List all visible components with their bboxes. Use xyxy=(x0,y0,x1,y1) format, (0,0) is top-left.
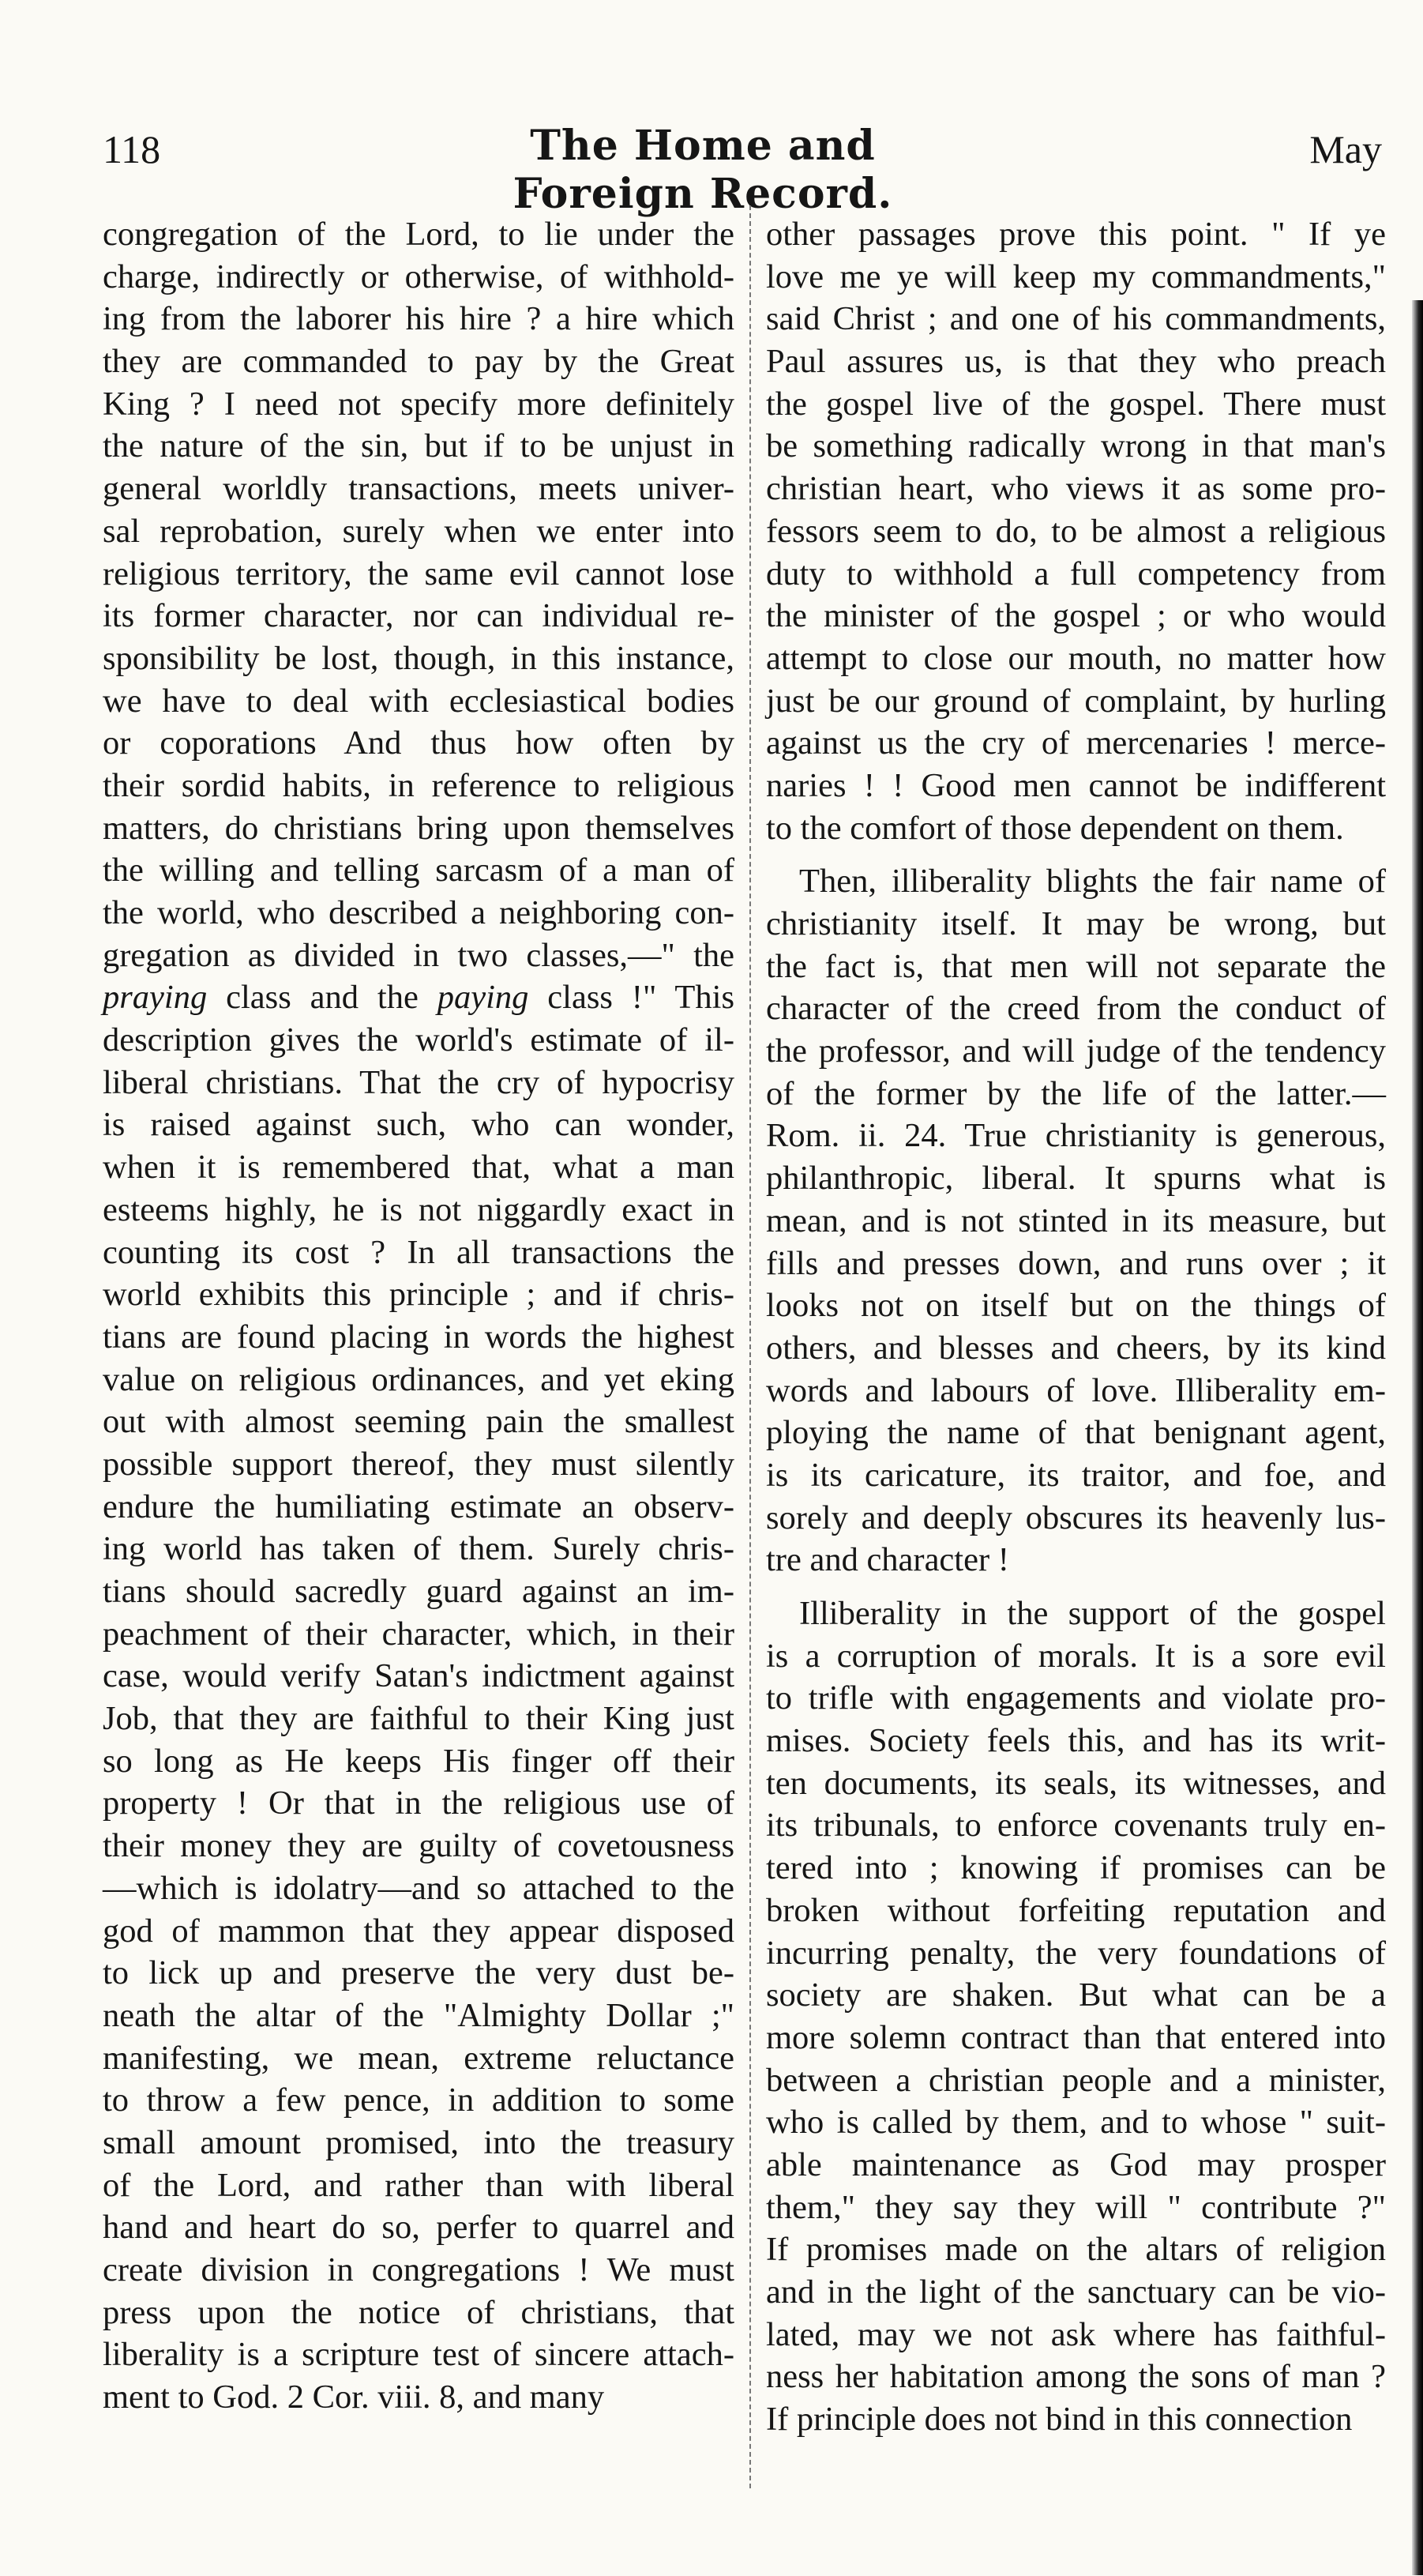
text-line: able maintenance as God may prosper xyxy=(766,2145,1386,2183)
text-line: peachment of their character, which, in their xyxy=(103,1615,734,1653)
text-line: Then, illiberality blights the fair name of xyxy=(799,863,1386,901)
page-number: 118 xyxy=(103,127,161,171)
text-line: against us the cry of mercenaries ! merce- xyxy=(766,724,1386,762)
text-line: just be our ground of complaint, by hurling xyxy=(766,682,1386,720)
text-line: its former character, nor can individual re- xyxy=(103,597,734,635)
text-line: case, would verify Satan's indictment against xyxy=(103,1657,734,1695)
paragraph-gap xyxy=(766,849,1386,860)
text-line: other passages prove this point. " If ye xyxy=(766,216,1386,253)
text-line: world exhibits this principle ; and if chris- xyxy=(103,1276,734,1314)
text-line: out with almost seeming pain the smallest xyxy=(103,1403,734,1441)
text-line: the minister of the gospel ; or who would xyxy=(766,597,1386,635)
text-line: looks not on itself but on the things of xyxy=(766,1287,1386,1325)
text-line: ment to God. 2 Cor. viii. 8, and many xyxy=(103,2379,605,2416)
text-line: fessors seem to do, to be almost a religious xyxy=(766,512,1386,550)
text-line: christianity itself. It may be wrong, but xyxy=(766,905,1386,942)
text-line: If promises made on the altars of religion xyxy=(766,2231,1386,2269)
text-line: the world, who described a neighboring con- xyxy=(103,894,734,931)
text-line: general worldly transactions, meets univer- xyxy=(103,470,734,508)
text-line: fills and presses down, and runs over ; it xyxy=(766,1244,1386,1282)
text-line: mean, and is not stinted in its measure, but xyxy=(766,1202,1386,1239)
text-line: the gospel live of the gospel. There must xyxy=(766,385,1386,423)
text-line: sal reprobation, surely when we enter into xyxy=(103,512,734,550)
text-line: character of the creed from the conduct of xyxy=(766,990,1386,1028)
text-line: they are commanded to pay by the Great xyxy=(103,343,734,381)
text-line: small amount promised, into the treasury xyxy=(103,2123,734,2161)
text-line: possible support thereof, they must silently xyxy=(103,1445,734,1483)
text-line: esteems highly, he is not niggardly exact in xyxy=(103,1190,734,1228)
text-line: between a christian people and a minister, xyxy=(766,2061,1386,2099)
text-line: to lick up and preserve the very dust be- xyxy=(103,1954,734,1992)
text-line: tered into ; knowing if promises can be xyxy=(766,1849,1386,1887)
text-line: endure the humiliating estimate an observ- xyxy=(103,1487,734,1525)
text-line: praying class and the paying class !" This xyxy=(103,979,734,1017)
text-line: their money they are guilty of covetousness xyxy=(103,1827,734,1865)
text-line: others, and blesses and cheers, by its kind xyxy=(766,1329,1386,1367)
text-line: god of mammon that they appear disposed xyxy=(103,1912,734,1950)
text-line: more solemn contract than that entered into xyxy=(766,2018,1386,2056)
text-line: society are shaken. But what can be a xyxy=(766,1976,1386,2014)
text-line: sorely and deeply obscures its heavenly lus- xyxy=(766,1499,1386,1536)
text-line: Paul assures us, is that they who preach xyxy=(766,343,1386,381)
text-line: the nature of the sin, but if to be unjust in xyxy=(103,427,734,465)
text-line: naries ! ! Good men cannot be indifferent xyxy=(766,766,1386,804)
text-line: the fact is, that men will not separate the xyxy=(766,947,1386,985)
right-column xyxy=(766,213,1386,2441)
text-line: neath the altar of the "Almighty Dollar ;" xyxy=(103,1996,734,2034)
text-line: ploying the name of that benignant agent, xyxy=(766,1414,1386,1452)
text-line: congregation of the Lord, to lie under the xyxy=(103,216,734,253)
text-line: them," they say they will " contribute ?" xyxy=(766,2188,1386,2226)
text-line: broken without forfeiting reputation and xyxy=(766,1891,1386,1929)
text-line: description gives the world's estimate of il- xyxy=(103,1021,734,1059)
text-line: love me ye will keep my commandments," xyxy=(766,258,1386,295)
text-line: Job, that they are faithful to their King just xyxy=(103,1700,734,1738)
text-line: is a corruption of morals. It is a sore evil xyxy=(766,1637,1386,1675)
text-line: manifesting, we mean, extreme reluctance xyxy=(103,2039,734,2077)
left-column xyxy=(103,213,734,2419)
text-line: Illiberality in the support of the gospel xyxy=(799,1595,1386,1632)
text-line: hand and heart do so, perfer to quarrel and xyxy=(103,2209,734,2247)
text-line: mises. Society feels this, and has its writ- xyxy=(766,1722,1386,1760)
text-line: to the comfort of those dependent on them. xyxy=(766,809,1344,847)
column-divider xyxy=(749,205,751,2488)
text-line: of the Lord, and rather than with liberal xyxy=(103,2166,734,2204)
text-line: of the former by the life of the latter.— xyxy=(766,1074,1386,1112)
text-line: liberal christians. That the cry of hypocrisy xyxy=(103,1063,734,1101)
text-line: lated, may we not ask where has faithful- xyxy=(766,2315,1386,2353)
text-line: duty to withhold a full competency from xyxy=(766,555,1386,592)
text-line: religious territory, the same evil cannot lose xyxy=(103,555,734,592)
text-line: ten documents, its seals, its witnesses, and xyxy=(766,1764,1386,1802)
journal-title: The Home and Foreign Record. xyxy=(513,122,893,218)
text-line: christian heart, who views it as some pro- xyxy=(766,470,1386,508)
text-line: press upon the notice of christians, that xyxy=(103,2293,734,2331)
running-header xyxy=(103,118,1382,218)
text-line: If principle does not bind in this connection xyxy=(766,2401,1353,2439)
text-line: and in the light of the sanctuary can be vio- xyxy=(766,2273,1386,2311)
text-line: who is called by them, and to whose " suit- xyxy=(766,2104,1386,2142)
issue-month: May xyxy=(1309,127,1382,171)
text-line: property ! Or that in the religious use of xyxy=(103,1784,734,1822)
page-edge-shadow xyxy=(1412,300,1423,2575)
text-line: its tribunals, to enforce covenants truly en- xyxy=(766,1807,1386,1845)
text-line: or coporations And thus how often by xyxy=(103,724,734,762)
text-line: said Christ ; and one of his commandments, xyxy=(766,300,1386,338)
text-line: tians are found placing in words the highest xyxy=(103,1318,734,1356)
text-line: words and labours of love. Illiberality em- xyxy=(766,1371,1386,1409)
text-line: create division in congregations ! We must xyxy=(103,2251,734,2288)
text-line: ing from the laborer his hire ? a hire which xyxy=(103,300,734,338)
text-line: is its caricature, its traitor, and foe, and xyxy=(766,1456,1386,1494)
text-line: the professor, and will judge of the tendency xyxy=(766,1032,1386,1070)
text-line: be something radically wrong in that man's xyxy=(766,427,1386,465)
text-line: ing world has taken of them. Surely chris- xyxy=(103,1530,734,1568)
text-line: charge, indirectly or otherwise, of withhold- xyxy=(103,258,734,295)
text-line: gregation as divided in two classes,—" the xyxy=(103,936,734,974)
text-line: ness her habitation among the sons of man ? xyxy=(766,2358,1386,2396)
text-line: when it is remembered that, what a man xyxy=(103,1149,734,1186)
text-line: philanthropic, liberal. It spurns what is xyxy=(766,1160,1386,1198)
text-line: is raised against such, who can wonder, xyxy=(103,1106,734,1144)
text-line: the willing and telling sarcasm of a man of xyxy=(103,852,734,889)
text-line: matters, do christians bring upon themselves xyxy=(103,809,734,847)
text-line: incurring penalty, the very foundations of xyxy=(766,1934,1386,1972)
text-line: tians should sacredly guard against an im- xyxy=(103,1573,734,1610)
text-line: liberality is a scripture test of sincere attach- xyxy=(103,2336,734,2374)
text-line: tre and character ! xyxy=(766,1541,1009,1579)
paragraph-gap xyxy=(766,1581,1386,1593)
text-line: sponsibility be lost, though, in this instance, xyxy=(103,639,734,677)
text-line: —which is idolatry—and so attached to the xyxy=(103,1869,734,1907)
text-line: counting its cost ? In all transactions the xyxy=(103,1233,734,1271)
text-line: their sordid habits, in reference to religious xyxy=(103,766,734,804)
text-line: Rom. ii. 24. True christianity is generous, xyxy=(766,1117,1386,1155)
text-line: King ? I need not specify more definitely xyxy=(103,385,734,423)
text-line: so long as He keeps His finger off their xyxy=(103,1742,734,1780)
text-line: value on religious ordinances, and yet eking xyxy=(103,1360,734,1398)
text-line: to trifle with engagements and violate pro- xyxy=(766,1679,1386,1717)
text-line: to throw a few pence, in addition to some xyxy=(103,2081,734,2119)
text-line: attempt to close our mouth, no matter how xyxy=(766,639,1386,677)
text-line: we have to deal with ecclesiastical bodies xyxy=(103,682,734,720)
